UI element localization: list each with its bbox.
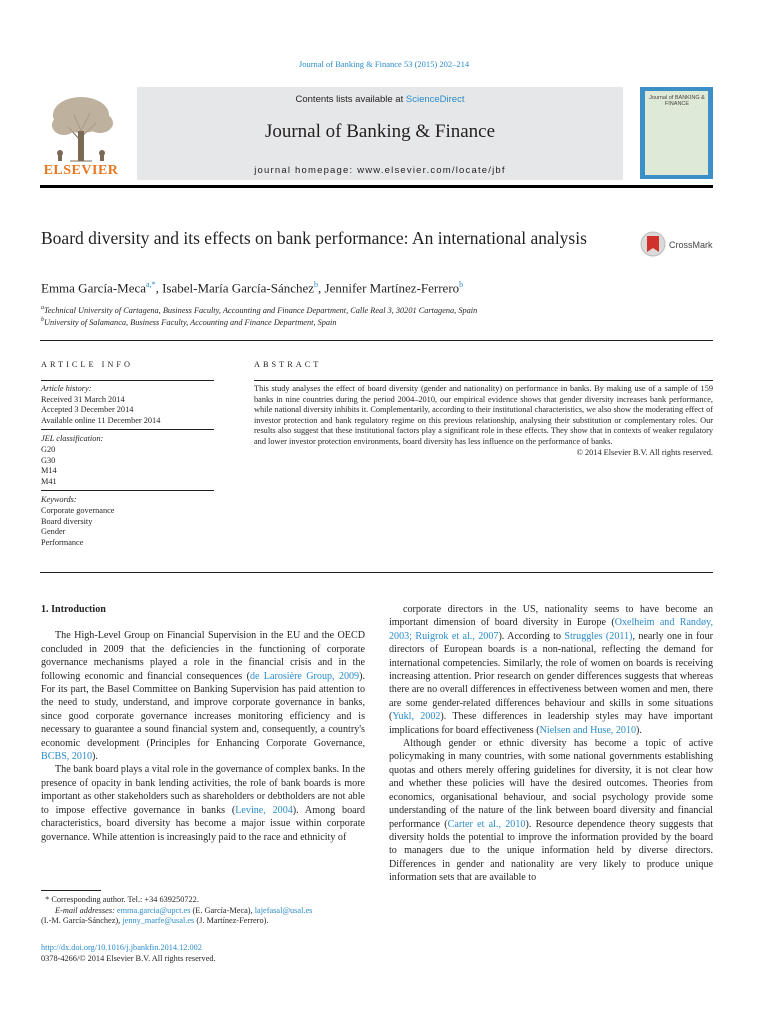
body-text: ). According to (498, 630, 565, 642)
author-sup[interactable]: b (314, 280, 319, 289)
crossmark-badge[interactable] (640, 229, 716, 264)
body-text: ). Resource dependence theory suggests that diversity holds the potential to improve the information provided by the board to managers due to the unique information held by diverse directors. Differences in gender and nationality are very likely to produce unique information sets that are available to (389, 818, 713, 884)
body-left-column (41, 603, 365, 844)
body-text: , nearly one in four directors of European boards is a non-national, reflecting the demand for international competencies. Similarly, the role of women on boards is receiving increasing attention. Prior research on gender differences suggests that whereas there are no overall differences in effectiveness between women and men, there are some gender-related differences behaviour and skills in some situations ( (389, 630, 713, 723)
body-text: ). (92, 751, 98, 763)
publisher-wordmark: ELSEVIER (43, 163, 119, 178)
divider (41, 380, 214, 381)
issn-line: 0378-4266/© 2014 Elsevier B.V. All rights reserved. (41, 954, 216, 963)
keyword: Board diversity (41, 516, 93, 526)
divider (254, 380, 713, 381)
footnote: * Corresponding author. Tel.: +34 639250722. E-mail addresses: emma.garcia@upct.es (E. García-Meca), lajefasal@usal.es (I.-M. García-Sánchez), jenny_marfe@usal.es (J. Martínez-Ferrero). (41, 895, 371, 927)
divider (41, 429, 214, 430)
body-text: corporate directors in the US, nationality seems to have become an important dimension of board diversity in Europe ( (389, 604, 713, 629)
citation-link[interactable]: Struggles (2011) (564, 630, 633, 642)
jel-code: G20 (41, 444, 56, 454)
divider (40, 572, 713, 573)
abstract-panel (254, 384, 713, 458)
section-heading: 1. Introduction (41, 604, 106, 615)
author-list: Emma García-Meca$^{a,*}$, Isabel-María García-Sánchez$^b$, Jennifer Martínez-Ferrero$^b$ (41, 280, 464, 296)
keyword: Gender (41, 527, 66, 537)
divider (40, 340, 713, 341)
affiliation: $^a$Technical University of Cartagena, Business Faculty, Accounting and Finance Department, Calle Real 3, 30201 Cartagena, Spain (41, 305, 478, 315)
citation-link[interactable]: de Larosière Group, 2009 (249, 670, 360, 682)
journal-name: Journal of Banking & Finance (264, 121, 496, 142)
journal-homepage-line: journal homepage: www.elsevier.com/locate/jbf (254, 165, 506, 176)
divider (41, 490, 214, 491)
body-text: Although gender or ethnic diversity has become a topic of active policymaking in many countries, with some national governments establishing quotas and others merely offering guidelines for diversity, it is not clear how and whether these policies will have the desired outcomes. Theories from economics, organisational behaviour, and social psychology provide some understanding of the nature of the link between board diversity and financial performance ( (389, 738, 713, 830)
journal-citation[interactable]: Journal of Banking & Finance 53 (2015) 202–214 (298, 59, 470, 69)
contents-available-line: Contents lists available at ScienceDirect (295, 94, 465, 105)
homepage-link[interactable]: www.elsevier.com/locate/jbf (357, 165, 506, 176)
doi-block (41, 942, 216, 964)
affiliation: $^b$University of Salamanca, Business Faculty, Accounting and Finance Department, Spain (41, 317, 337, 327)
body-text: ). (636, 724, 642, 736)
author-name[interactable]: Jennifer Martínez-Ferrero (324, 280, 460, 296)
body-paragraph (389, 737, 713, 884)
email-link[interactable]: emma.garcia@upct.es (116, 905, 191, 915)
citation-link[interactable]: BCBS, 2010 (41, 751, 93, 763)
footnote-rule (41, 890, 101, 891)
sciencedirect-link[interactable]: ScienceDirect (405, 94, 465, 105)
body-text: ). These differences in leadership styles may have important implications for board effectiveness ( (389, 711, 713, 736)
jel-label: JEL classification: (41, 434, 104, 444)
cover-title: Journal of BANKING & FINANCE (649, 95, 705, 107)
crossmark-label: CrossMark (669, 240, 713, 250)
jel-code: M41 (41, 476, 57, 486)
email-link[interactable]: jenny_marfe@usal.es (122, 916, 195, 926)
journal-cover-image (640, 87, 713, 179)
author-sup[interactable]: b (459, 280, 464, 289)
body-text: ). Among board characteristics, board diversity has become a major issue within corporate governance. While attention is increasingly paid to the race and ethnicity of (41, 804, 366, 843)
keyword: Corporate governance (41, 505, 115, 515)
body-paragraph (41, 629, 365, 763)
body-paragraph (389, 603, 713, 737)
email-link[interactable]: lajefasal@usal.es (254, 905, 313, 915)
article-info-panel (41, 384, 216, 548)
citation-link[interactable]: Levine, 2004 (235, 804, 293, 816)
body-text: ). For its part, the Basel Committee on Banking Supervision has paid attention to the need to study, understand, and improve corporate governance in banks, since good corporate governance increases monitoring efficiency and is necessary to guarantee a sound financial system and, consequently, a country's economic development (Principles for Enhancing Corporate Governance, (41, 670, 365, 749)
header-rule (40, 185, 713, 188)
keyword: Performance (41, 537, 84, 547)
citation-link[interactable]: Carter et al., 2010 (447, 818, 526, 830)
body-paragraph (41, 763, 365, 843)
author-name[interactable]: Emma García-Meca (41, 280, 147, 296)
author-sup[interactable]: a,* (146, 280, 156, 289)
abstract-text: This study analyses the effect of board diversity (gender and nationality) on performance in banks. By making use of a sample of 159 banks in nine countries during the period 2004–2010, our empirical evidence shows that gender diversity increases bank performance, while national diversity inhibits it. Complementarily, according to their institutional characteristics, we also show the moderating effect of investor protection and bank regulatory regime on this previous relationship, analysing their substitution or complementary roles. Our results also suggest that these institutional factors play a significant role in these effects. They show that in contexts of weaker regulatory and lower investor protection environments, board diversity has less influence on the performance of banks. (254, 384, 713, 446)
body-text: The High-Level Group on Financial Supervision in the EU and the OECD concluded in 2009 that the deficiencies in the functioning of corporate governance mechanisms played a role in the financial crisis and in the following economic and financial consequences ( (41, 630, 365, 682)
body-text: The bank board plays a vital role in the governance of complex banks. In the presence of opacity in bank lending activities, the role of bank boards is more important as other stakeholders such as shareholders or debtholders are not able to impose effective governance in banks ( (41, 764, 365, 816)
corresponding-author-note: * Corresponding author. Tel.: +34 639250722. (41, 895, 199, 904)
abstract-heading: ABSTRACT (254, 360, 322, 369)
jel-code: G30 (41, 455, 56, 465)
jel-code: M14 (41, 466, 57, 476)
article-info-heading: ARTICLE INFO (41, 360, 133, 369)
body-right-column (389, 603, 713, 885)
citation-link[interactable]: Oxelheim and Randøy, 2003; Ruigrok et al., 2007 (389, 617, 713, 642)
history-label: Article history: (41, 384, 92, 393)
citation-link[interactable]: Nielsen and Huse, 2010 (539, 724, 637, 736)
history-item: Received 31 March 2014 (41, 394, 125, 404)
article-title: Board diversity and its effects on bank performance: An international analysis (41, 228, 587, 248)
history-item: Accepted 3 December 2014 (41, 405, 134, 415)
keywords-label: Keywords: (41, 495, 77, 505)
copyright-line: © 2014 Elsevier B.V. All rights reserved. (576, 447, 713, 457)
doi-link[interactable]: http://dx.doi.org/10.1016/j.jbankfin.2014.12.002 (41, 943, 202, 952)
history-item: Available online 11 December 2014 (41, 415, 161, 425)
citation-link[interactable]: Yukl, 2002 (392, 711, 441, 723)
author-name[interactable]: Isabel-María García-Sánchez (162, 280, 315, 296)
email-label: E-mail addresses: (55, 905, 115, 915)
